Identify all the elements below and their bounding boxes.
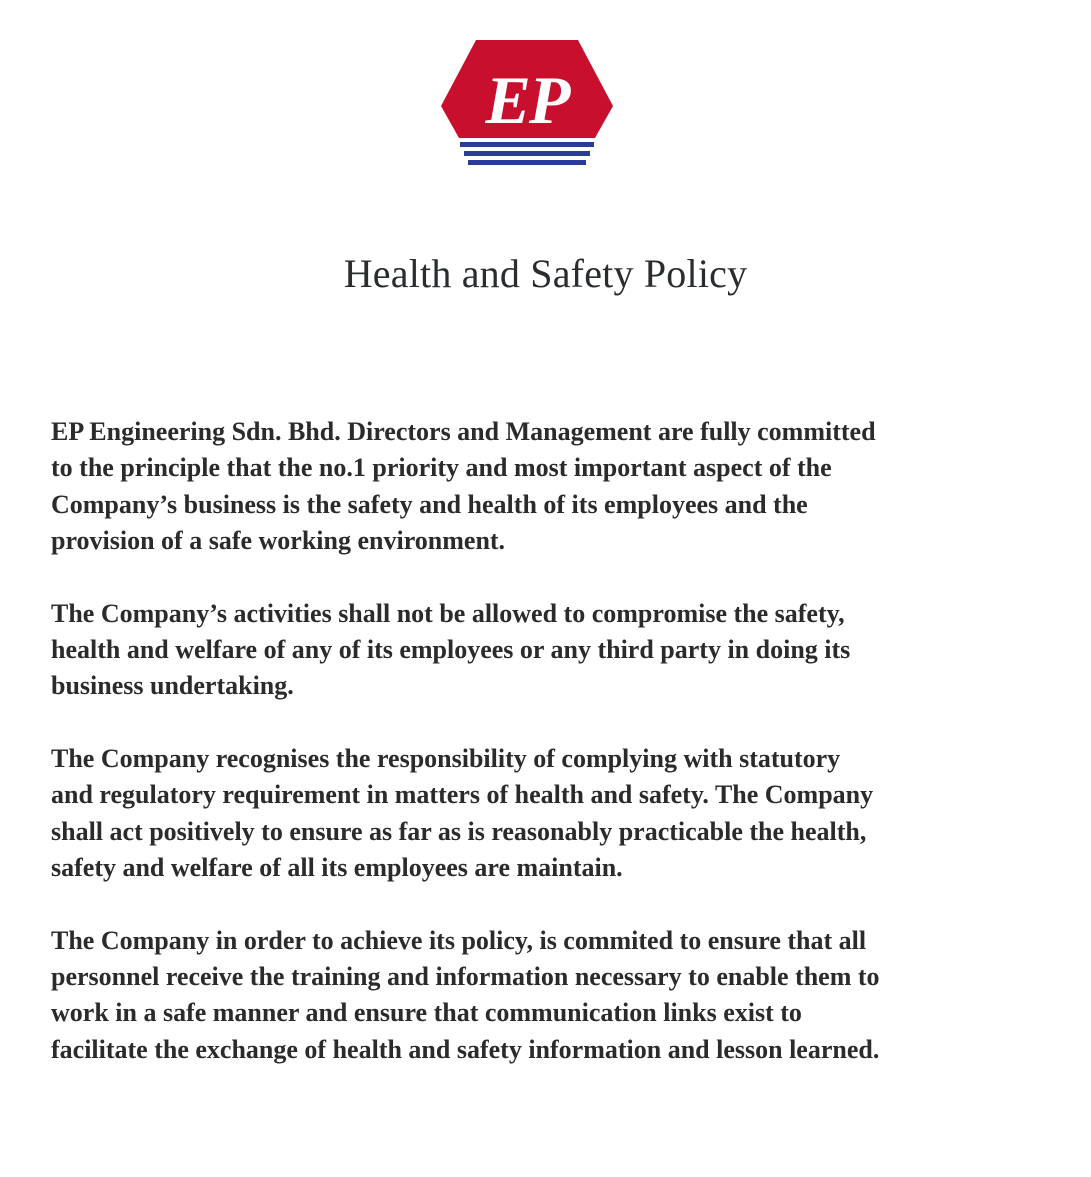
policy-body (51, 414, 1051, 1104)
text-line: The Company’s activities shall not be allowed to compromise the safety, (51, 598, 845, 628)
ep-logo (440, 38, 614, 168)
text-line: work in a safe manner and ensure that communication links exist to (51, 998, 802, 1028)
text-line: facilitate the exchange of health and safety information and lesson learned. (51, 1034, 880, 1064)
paragraph-1 (51, 414, 1051, 559)
text-line: The Company recognises the responsibility of complying with statutory (51, 744, 841, 774)
text-line: health and welfare of any of its employees or any third party in doing its (51, 634, 851, 664)
text-line: EP Engineering Sdn. Bhd. Directors and Management are fully committed (51, 417, 876, 446)
text-line: and regulatory requirement in matters of health and safety. The Company (51, 780, 874, 810)
text-line: safety and welfare of all its employees are maintain. (51, 852, 623, 882)
text-line: personnel receive the training and information necessary to enable them to (51, 962, 880, 992)
paragraph-3 (51, 741, 1051, 886)
text-line: to the principle that the no.1 priority and most important aspect of the (51, 453, 832, 483)
text-line: The Company in order to achieve its policy, is commited to ensure that all (51, 925, 867, 955)
logo-text: EP (485, 62, 569, 138)
logo-stripe-2 (464, 151, 590, 156)
text-line: shall act positively to ensure as far as is reasonably practicable the health, (51, 816, 867, 846)
logo-stripe-3 (468, 160, 586, 165)
paragraph-2 (51, 596, 1051, 705)
text-line: provision of a safe working environment. (51, 525, 506, 555)
logo-stripe-1 (460, 142, 594, 147)
page-title: Health and Safety Policy (343, 251, 748, 296)
paragraph-4 (51, 923, 1051, 1068)
text-line: Company’s business is the safety and health of its employees and the (51, 489, 808, 519)
text-line: business undertaking. (51, 671, 294, 701)
